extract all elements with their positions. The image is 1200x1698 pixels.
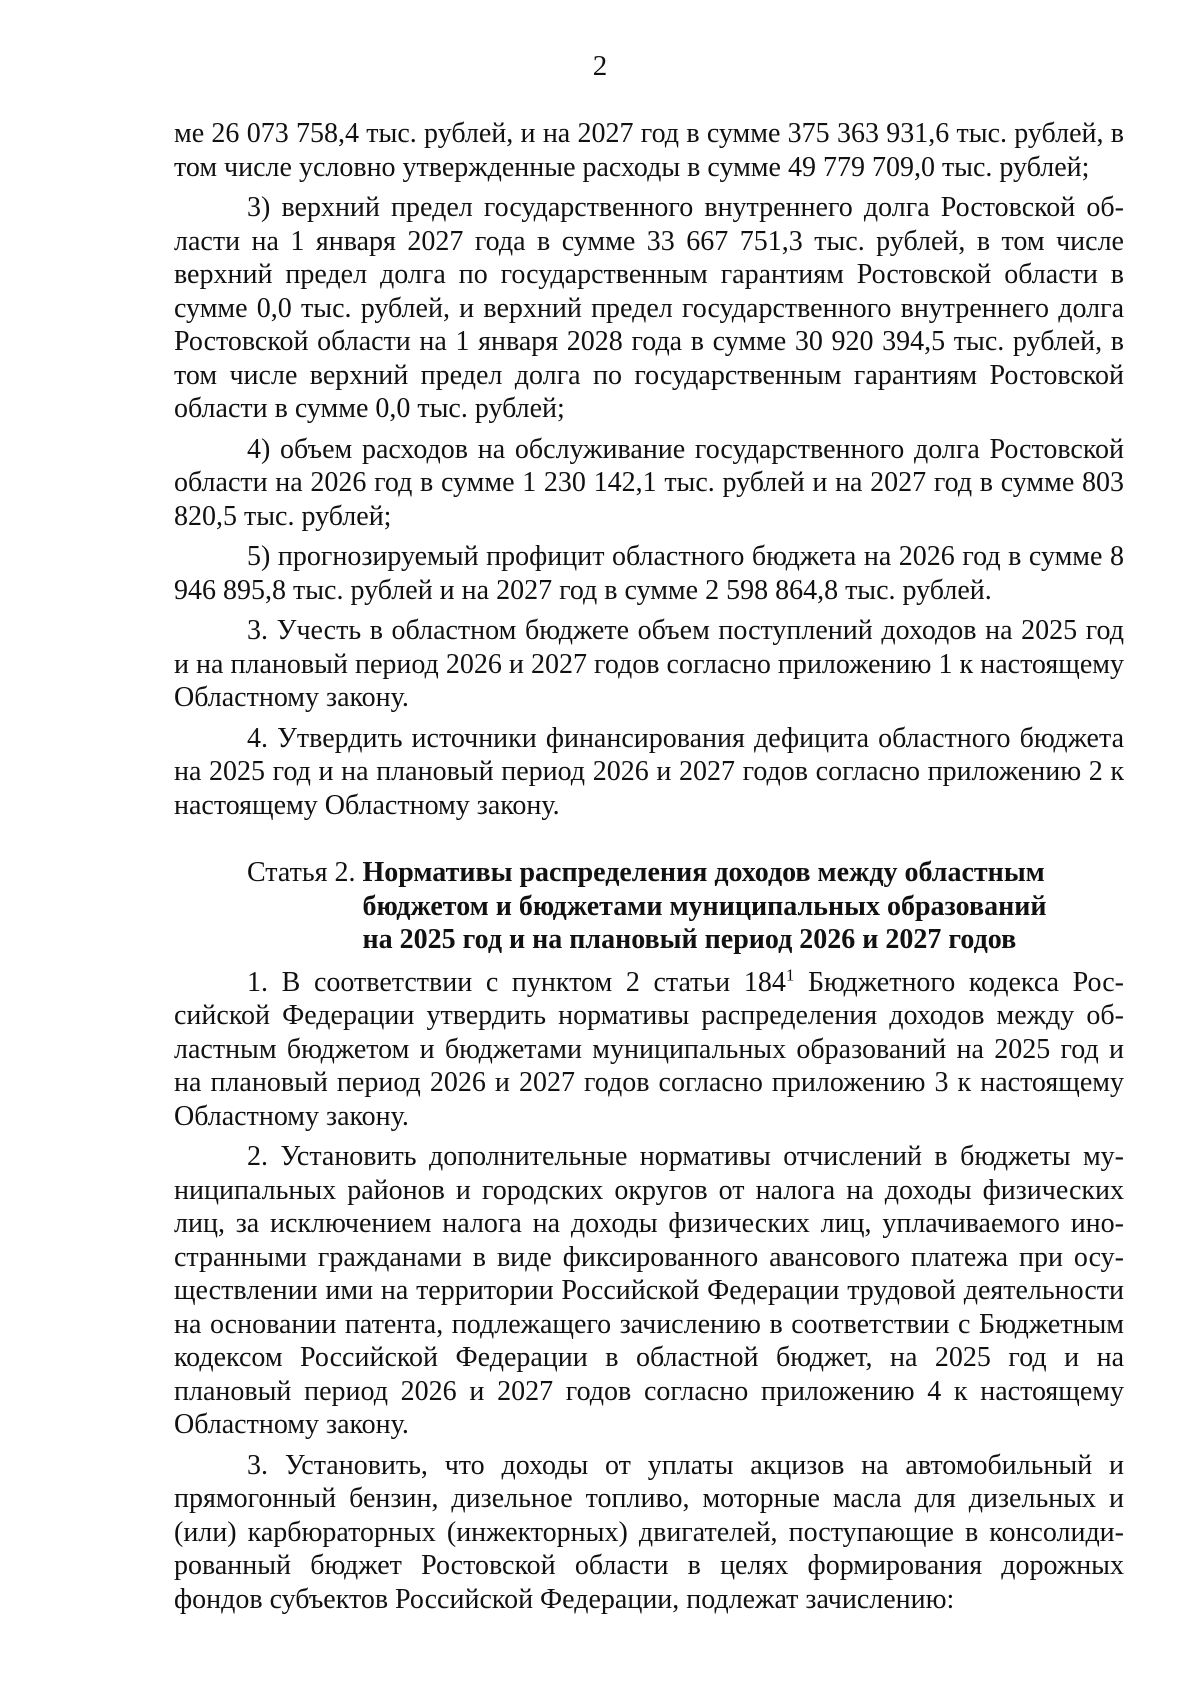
paragraph-point-4: 4. Утвердить источники финансирования дефицита областного бюджета на 2025 год и на плановый период 2026 и 2027 годов согласно приложению 2 к настоящему Областному закону. bbox=[174, 722, 1124, 821]
document-body bbox=[174, 117, 1124, 1616]
article-heading bbox=[174, 856, 1124, 957]
article-paragraph-2: 2. Установить дополнительные нормативы отчислений в бюджеты муниципальных районов и городских округов от налога на доходы физических лиц, за исключением налога на доходы физических лиц, уплачиваемого иностранными гражданами в виде фиксированного авансового платежа при осуществлении ими на территории Российской Федерации трудовой деятельности на основании патента, подлежащего зачислению в соответствии с Бюджетным кодексом Российской Федерации в областной бюджет, на 2025 год и на плановый период 2026 и 2027 годов согласно приложению 4 к настоящему Областному закону. bbox=[174, 1141, 1124, 1440]
page-number: 2 bbox=[592, 50, 608, 82]
article-paragraph-1-end: Бюджетного кодекса Российской Федерации утвердить нормативы распределения доходов между областным бюджетом и бюджетами муниципальных образований на 2025 год и на плановый период 2026 и 2027 годов согласно приложению 3 к настоящему Областному закону. bbox=[174, 966, 1124, 1132]
paragraph-point-3: 3. Учесть в областном бюджете объем поступлений доходов на 2025 год и на плановый период 2026 и 2027 годов согласно приложению 1 к настоящему Областному закону. bbox=[174, 615, 1124, 713]
article-paragraph-1 bbox=[174, 966, 1124, 1134]
article-paragraph-3: 3. Установить, что доходы от уплаты акцизов на автомобильный и прямогонный бензин, дизельное топливо, моторные масла для дизельных и (или) карбюраторных (инжекторных) двигателей, поступающие в консолидированный бюджет Ростовской области в целях формирования дорожных фондов субъектов Российской Федерации, подлежат зачислению: bbox=[174, 1449, 1124, 1615]
paragraph-continuation: ме 26 073 758,4 тыс. рублей, и на 2027 год в сумме 375 363 931,6 тыс. рублей, в том числе условно утвержденные расходы в сумме 49 779 709,0 тыс. рублей; bbox=[174, 118, 1124, 183]
article-paragraph-1-start: 1. В соответствии с пунктом 2 статьи 184 bbox=[247, 966, 786, 998]
paragraph-item-4: 4) объем расходов на обслуживание государственного долга Ростовской области на 2026 год в сумме 1 230 142,1 тыс. рублей и на 2027 год в сумме 803 820,5 тыс. рублей; bbox=[174, 433, 1124, 532]
superscript-mark: 1 bbox=[785, 965, 795, 985]
paragraph-item-3: 3) верхний предел государственного внутреннего долга Ростовской области на 1 января 2027 года в сумме 33 667 751,3 тыс. рублей, в том числе верхний предел долга по государственным гарантиям Ростовской области в сумме 0,0 тыс. рублей, и верхний предел государственного внутреннего долга Ростовской области на 1 января 2028 года в сумме 30 920 394,5 тыс. рублей, в том числе верхний предел долга по государственным гарантиям Ростовской области в сумме 0,0 тыс. рублей; bbox=[174, 192, 1124, 424]
paragraph-item-5: 5) прогнозируемый профицит областного бюджета на 2026 год в сумме 8 946 895,8 тыс. рублей и на 2027 год в сумме 2 598 864,8 тыс. рублей. bbox=[174, 541, 1124, 606]
article-label: Статья 2. bbox=[247, 857, 363, 888]
article-title bbox=[362, 856, 1046, 957]
article-title-line-1: Нормативы распределения доходов между областным bbox=[362, 857, 1045, 888]
article-title-line-3: на 2025 год и на плановый период 2026 и 2027 годов bbox=[362, 924, 1017, 955]
article-title-line-2: бюджетом и бюджетами муниципальных образований bbox=[362, 890, 1047, 922]
